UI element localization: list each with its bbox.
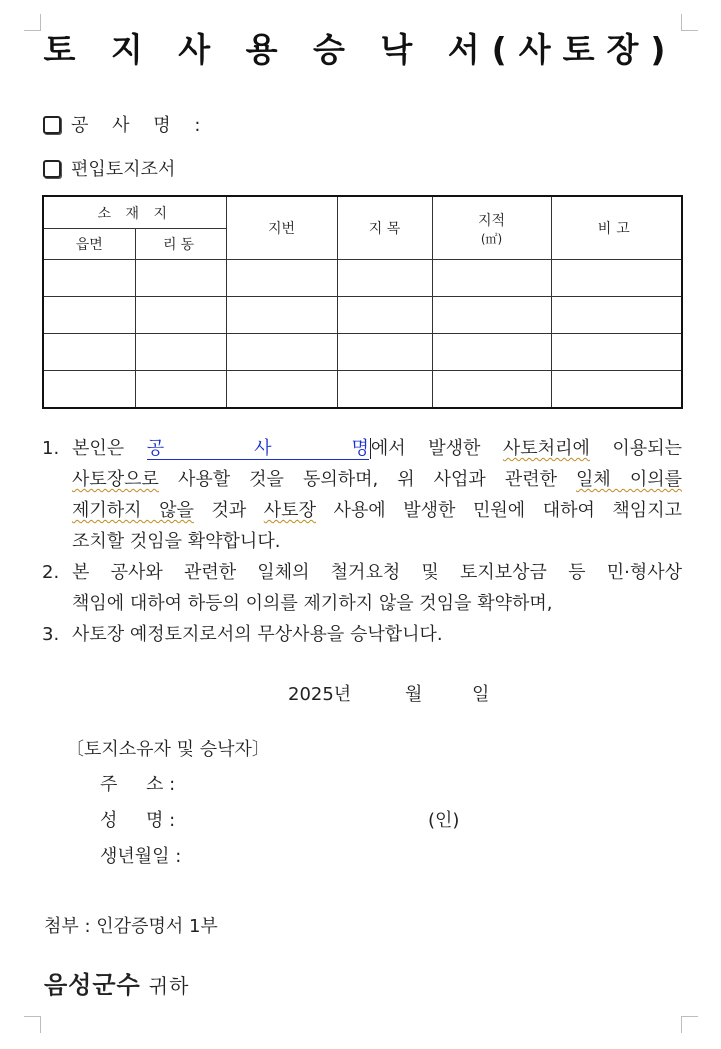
clause-number: 2. [42, 562, 60, 583]
table-cell[interactable] [226, 334, 337, 371]
table-cell[interactable] [43, 297, 135, 334]
table-cell[interactable] [135, 297, 226, 334]
table-cell[interactable] [432, 297, 551, 334]
ri-header: 리동 [135, 229, 226, 260]
clause-1-line-1: 본인은 공 사 명 에서 발생한 사토처리에 이용되는 [72, 438, 682, 459]
birth-date-label: 생년월일 : [100, 846, 182, 867]
land-list-line [43, 155, 175, 181]
eup-header: 읍면 [43, 229, 135, 260]
table-cell[interactable] [226, 260, 337, 297]
addressee-suffix: 귀하 [148, 974, 190, 998]
clause-3-line-1: 사토장 예정토지로서의 무상사용을 승낙합니다. [72, 624, 443, 645]
table-cell[interactable] [43, 260, 135, 297]
table-row [43, 260, 682, 297]
name-label: 성 명 : [100, 810, 176, 831]
table-cell[interactable] [337, 371, 432, 409]
project-name-line [43, 111, 209, 137]
table-cell[interactable] [337, 260, 432, 297]
clause-number: 1. [42, 438, 60, 459]
table-cell[interactable] [135, 371, 226, 409]
addressee [44, 965, 189, 1000]
table-cell[interactable] [135, 260, 226, 297]
table-cell[interactable] [432, 371, 551, 409]
checkbox-icon[interactable] [43, 116, 61, 134]
clause-1-body [72, 433, 682, 557]
project-name-blank[interactable]: 공 사 명 [146, 438, 369, 459]
clause-number: 3. [42, 624, 60, 645]
area-label: 지적 [477, 212, 506, 229]
table-cell[interactable] [551, 260, 682, 297]
land-list-label: 편입토지조서 [71, 159, 176, 180]
remarks-header: 비고 [551, 196, 682, 260]
table-cell[interactable] [432, 334, 551, 371]
area-unit: (㎡) [480, 231, 503, 246]
clause-1-line-4: 조치할 것임을 확약합니다. [72, 531, 281, 552]
table-cell[interactable] [226, 371, 337, 409]
table-cell[interactable] [43, 334, 135, 371]
area-header [432, 196, 551, 260]
table-row [43, 297, 682, 334]
clause-3 [42, 619, 682, 650]
clause-1-line-2: 사토장으로 사용할 것을 동의하며, 위 사업과 관련한 일체 이의를 [72, 469, 682, 490]
table-cell[interactable] [337, 297, 432, 334]
table-cell[interactable] [432, 260, 551, 297]
project-name-label: 공 사 명 : [71, 115, 210, 136]
location-header: 소 재 지 [43, 196, 226, 229]
jibun-header: 지번 [226, 196, 337, 260]
clause-list [42, 433, 682, 650]
clause-2 [42, 557, 682, 619]
page-title: 토 지 사 용 승 낙 서(사토장) [43, 30, 678, 69]
table-cell[interactable] [43, 371, 135, 409]
address-label: 주 소 : [100, 774, 176, 795]
table-cell[interactable] [551, 371, 682, 409]
date-month: 월 [405, 684, 423, 705]
table-cell[interactable] [551, 334, 682, 371]
checkbox-icon[interactable] [43, 160, 61, 178]
table-row [43, 334, 682, 371]
date-day: 일 [472, 684, 490, 705]
clause-1-line-3: 제기하지 않을 것과 사토장 사용에 발생한 민원에 대하여 책임지고 [72, 500, 682, 521]
page-corner-mark [681, 1016, 698, 1033]
clause-2-line-1: 본 공사와 관련한 일체의 철거요청 및 토지보상금 등 민·형사상 [72, 562, 682, 583]
jimok-header: 지 목 [337, 196, 432, 260]
table-row [43, 371, 682, 409]
clause-1 [42, 433, 682, 557]
clause-2-line-2: 책임에 대하여 하등의 이의를 제기하지 않을 것임을 확약하며, [72, 593, 553, 614]
table-cell[interactable] [135, 334, 226, 371]
clause-2-body [72, 557, 682, 619]
attachment-note: 첨부 : 인감증명서 1부 [44, 916, 218, 937]
date-year: 2025년 [288, 684, 352, 705]
table-cell[interactable] [551, 297, 682, 334]
land-table [42, 195, 683, 409]
seal-mark: (인) [428, 810, 460, 831]
owner-heading: 〔토지소유자 및 승낙자〕 [66, 739, 270, 760]
table-cell[interactable] [337, 334, 432, 371]
page-corner-mark [24, 1016, 41, 1033]
table-cell[interactable] [226, 297, 337, 334]
addressee-name: 음성군수 [44, 971, 141, 999]
